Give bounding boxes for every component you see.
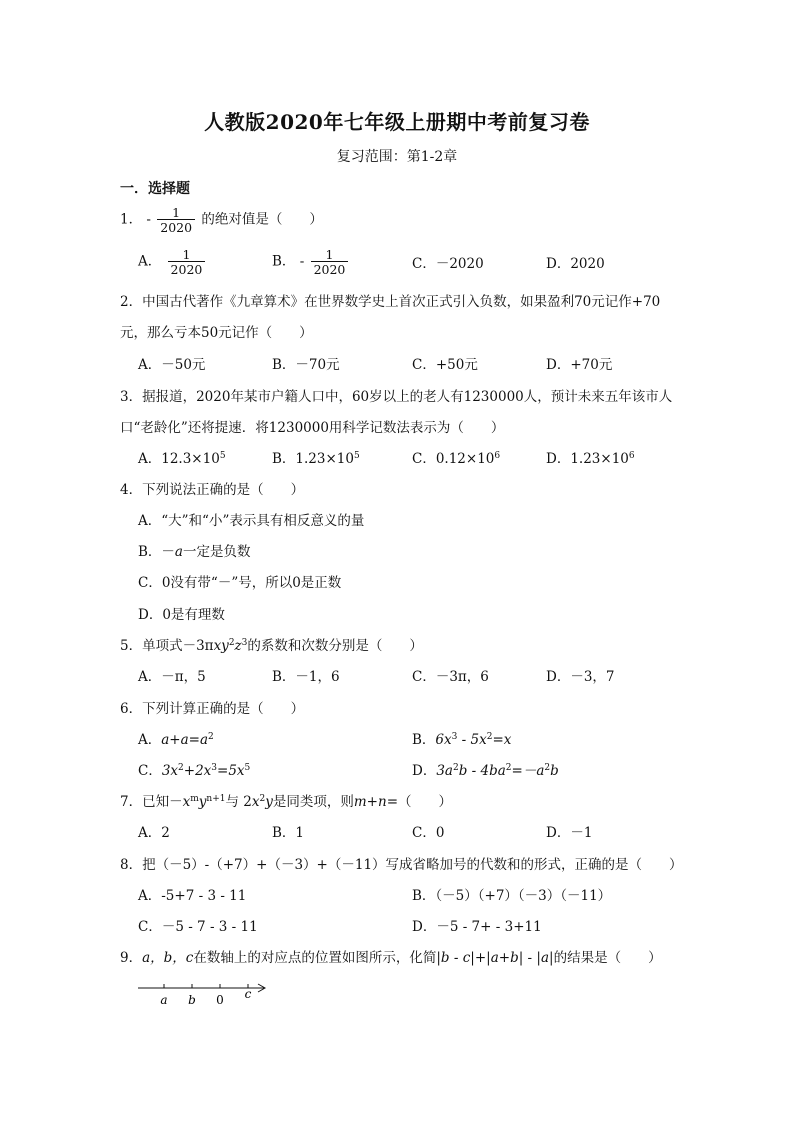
expression: b - 4ba: [458, 763, 506, 779]
point-label-c: c: [244, 987, 252, 1001]
point-label-a: a: [160, 993, 168, 1007]
exponent: 2: [486, 732, 493, 742]
exponent: n+1: [206, 794, 226, 804]
number-line-figure: [136, 980, 276, 1010]
option-text: B．－: [138, 544, 175, 560]
point-label-b: b: [188, 993, 196, 1007]
variable: x: [251, 794, 260, 810]
option-text: B．1.23×10: [272, 451, 354, 467]
option-label: B．: [412, 732, 436, 748]
q3-option-a[interactable]: [138, 447, 226, 467]
expression: 6x: [435, 732, 452, 748]
exponent: 2: [178, 763, 184, 773]
q8-option-d[interactable]: D．－5 - 7+ - 3+11: [412, 919, 542, 935]
question-9-stem: [120, 946, 662, 966]
q5-option-d[interactable]: D．－3，7: [546, 669, 615, 685]
expression: +2x: [183, 763, 212, 779]
exponent: 3: [451, 732, 458, 742]
q1-option-b[interactable]: [272, 248, 350, 276]
question-text: | - |: [518, 950, 541, 966]
q6-option-d[interactable]: [412, 759, 559, 779]
question-1-stem: [120, 206, 323, 234]
variable: y: [265, 794, 273, 810]
q8-option-b[interactable]: B．（－5）（+7）（－3）（－11）: [412, 888, 612, 904]
option-label: A．: [138, 732, 162, 748]
q8-option-a[interactable]: A．-5+7 - 3 - 11: [138, 888, 247, 904]
q5-option-c[interactable]: C．－3π，6: [412, 669, 489, 685]
question-number: 1．: [120, 211, 143, 228]
expression: b - c: [440, 950, 471, 966]
page-title: 人教版2020年七年级上册期中考前复习卷: [204, 110, 590, 134]
question-text: 是同类项，则: [272, 794, 354, 810]
expression: a+b: [490, 950, 519, 966]
exponent: 2: [259, 794, 266, 804]
q2-option-d[interactable]: D．+70元: [546, 357, 613, 373]
q1-option-d[interactable]: D．2020: [546, 256, 605, 272]
denominator: 2020: [311, 261, 349, 276]
option-text: D．1.23×10: [546, 451, 629, 467]
minus-sign: -: [299, 253, 305, 270]
q5-option-a[interactable]: A．－π，5: [138, 669, 206, 685]
q3-option-d[interactable]: [546, 447, 635, 467]
question-number: 9．: [120, 950, 143, 966]
q4-option-a[interactable]: A．“大”和“小”表示具有相反意义的量: [138, 513, 365, 529]
option-label: C．: [138, 763, 162, 779]
expression: =x: [492, 732, 512, 748]
exponent: 6: [494, 451, 501, 461]
exponent: 3: [211, 763, 218, 773]
question-text: |的结果是（ ）: [549, 950, 662, 966]
q3-option-c[interactable]: [412, 447, 500, 467]
question-3-line-2: 口“老龄化”还将提速．将1230000用科学记数法表示为（ ）: [120, 420, 505, 436]
question-text: 的系数和次数分别是（ ）: [247, 638, 423, 654]
numerator: 1: [182, 247, 191, 262]
expression: 3x: [161, 763, 179, 779]
option-text: 一定是负数: [182, 544, 251, 560]
page-subtitle: 复习范围：第1-2章: [336, 149, 458, 165]
expression: =－a: [511, 763, 545, 779]
question-4-stem: 4．下列说法正确的是（ ）: [120, 482, 305, 498]
question-3-line-1: 3．据报道，2020年某市户籍人口中，60岁以上的老人有1230000人，预计未来五年该市人: [120, 389, 673, 405]
q2-option-b[interactable]: B．－70元: [272, 357, 340, 373]
option-label: D．: [412, 763, 437, 779]
fraction: [311, 248, 349, 276]
exponent: 2: [228, 638, 235, 648]
q7-option-c[interactable]: C．0: [412, 825, 445, 841]
exponent: 5: [353, 451, 360, 461]
exponent: 5: [219, 451, 226, 461]
expression: - 5x: [457, 732, 487, 748]
exponent: 3: [241, 638, 248, 648]
question-text: 的绝对值是（ ）: [201, 211, 323, 228]
q4-option-b[interactable]: [138, 540, 250, 560]
variable: a: [174, 544, 183, 560]
minus-sign: -: [146, 211, 151, 228]
exponent: 6: [628, 451, 635, 461]
denominator: 2020: [157, 219, 195, 234]
question-5-stem: [120, 634, 423, 654]
question-8-stem: 8．把（－5）-（+7）+（－3）+（－11）写成省略加号的代数和的形式，正确的是（ ）: [120, 857, 683, 873]
q7-option-d[interactable]: D．－1: [546, 825, 593, 841]
q7-option-a[interactable]: A．2: [138, 825, 170, 841]
question-text: 7．已知－: [120, 794, 183, 810]
q5-option-b[interactable]: B．－1，6: [272, 669, 340, 685]
exponent: 2: [208, 732, 214, 742]
question-text: |+|: [470, 950, 491, 966]
option-text: C．0.12×10: [412, 451, 495, 467]
question-7-stem: [120, 790, 452, 810]
variable: y: [198, 794, 207, 810]
expression: a+a=a: [161, 732, 209, 748]
point-label-zero: 0: [216, 993, 224, 1007]
option-label: B．: [272, 253, 296, 270]
expression: a: [540, 950, 550, 966]
option-label: A．: [138, 253, 162, 270]
q8-option-c[interactable]: C．－5 - 7 - 3 - 11: [138, 919, 258, 935]
question-text: 在数轴上的对应点的位置如图所示，化简|: [193, 950, 441, 966]
expression: =5x: [217, 763, 245, 779]
question-2-line-2: 元，那么亏本50元记作（ ）: [120, 325, 313, 341]
section-heading: 一．选择题: [120, 181, 190, 197]
variable: z: [234, 638, 242, 654]
exponent: m: [190, 794, 199, 804]
expression: b: [550, 763, 559, 779]
numerator: 1: [325, 247, 334, 262]
question-text: 与 2: [225, 794, 252, 810]
variable: x: [182, 794, 191, 810]
q6-option-b[interactable]: [412, 728, 511, 748]
variable: xy: [213, 638, 229, 654]
q7-option-b[interactable]: B．1: [272, 825, 305, 841]
question-2-line-1: 2．中国古代著作《九章算术》在世界数学史上首次正式引入负数，如果盈利70元记作+70: [120, 294, 661, 310]
question-text: 5．单项式－3π: [120, 638, 214, 654]
q1-option-c[interactable]: C．－2020: [412, 256, 484, 272]
q3-option-b[interactable]: [272, 447, 360, 467]
question-6-stem: 6．下列计算正确的是（ ）: [120, 701, 305, 717]
q6-option-c[interactable]: [138, 759, 250, 779]
variable: m+n: [353, 794, 387, 810]
exponent: 2: [544, 763, 551, 773]
option-text: A．12.3×10: [138, 451, 220, 467]
exponent: 5: [244, 763, 251, 773]
question-text: =（ ）: [386, 794, 452, 810]
q2-option-c[interactable]: C．+50元: [412, 357, 478, 373]
variable: a，b，c: [142, 950, 194, 966]
q4-option-c[interactable]: C．0没有带“－”号，所以0是正数: [138, 575, 342, 591]
q6-option-a[interactable]: [138, 728, 214, 748]
q1-option-a[interactable]: [138, 248, 207, 276]
expression: 3a: [436, 763, 453, 779]
q4-option-d[interactable]: D．0是有理数: [138, 607, 225, 623]
fraction: [168, 248, 206, 276]
denominator: 2020: [168, 261, 206, 276]
numerator: 1: [172, 205, 181, 220]
fraction: [157, 206, 195, 234]
exponent: 2: [505, 763, 512, 773]
exponent: 2: [452, 763, 459, 773]
q2-option-a[interactable]: A．－50元: [138, 357, 206, 373]
